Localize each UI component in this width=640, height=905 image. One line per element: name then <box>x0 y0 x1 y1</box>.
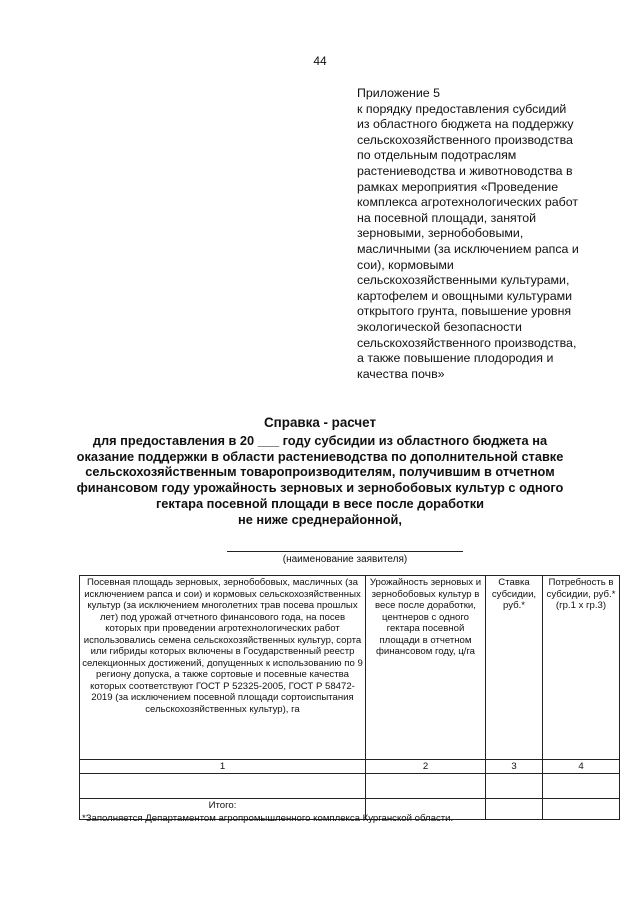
table-row <box>80 774 620 799</box>
appendix-title: Приложение 5 <box>357 86 441 100</box>
footnote: *Заполняется Департаментом агропромышленного комплекса Курганской области. <box>82 813 454 824</box>
header-sown-area: Посевная площадь зерновых, зернобобовых, масличных (за исключением рапса и сои) и кормовых сельскохозяйственных культур (за исключением многолетних трав посева прошлых лет) под урожай отчетного финансового года, на посев которых при проведении агротехнологических работ использовались семена сельскохозяйственных культур, сорта или гибриды которых включены в Государственный реестр селекционных достижений, допущенных к использованию по 9 региону допуска, а также сортовые и посевные качества которых соответствуют ГОСТ Р 52325-2005, ГОСТ Р 58472-2019 (за исключением посевной площади сортоиспытания сельскохозяйственных культур), га <box>80 576 366 760</box>
table-cell[interactable] <box>543 774 620 799</box>
total-label: Итого: <box>80 799 366 820</box>
column-number: 2 <box>366 760 486 774</box>
heading-subtitle: для предоставления в 20 ___ году субсидии из областного бюджета на оказание поддержки в области растениеводства по дополнительной ставке сельскохозяйственным товаропроизводителям, получившим в отчетном финансовом году урожайность зерновых и зернобобовых культур с одного гектара посевной площади в весе после доработки не ниже среднерайонной, <box>76 433 564 527</box>
column-number: 3 <box>486 760 543 774</box>
table-header-row <box>80 576 620 760</box>
applicant-caption: (наименование заявителя) <box>282 554 408 565</box>
heading-title: Справка - расчет <box>264 415 376 430</box>
total-cell[interactable] <box>543 799 620 820</box>
table-cell[interactable] <box>80 774 366 799</box>
appendix-body: к порядку предоставления субсидий из областного бюджета на поддержку сельскохозяйственного производства по отдельным подотраслям растениеводства и животноводства в рамках мероприятия «Проведение комплекса агротехнологических работ на посевной площади, занятой зерновыми, зернобобовыми, масличными (за исключением рапса и сои), кормовыми сельскохозяйственными культурами, картофелем и овощными культурами открытого грунта, повышение уровня экологической безопасности сельскохозяйственного производства, а также повышение плодородия и качества почв» <box>357 101 579 381</box>
table-cell[interactable] <box>486 774 543 799</box>
appendix-block <box>357 86 619 382</box>
header-yield: Урожайность зерновых и зернобобовых культур в весе после доработки, центнеров с одного гектара посевной площади в отчетном финансовом году, ц/га <box>366 576 486 760</box>
calculation-table <box>79 575 620 820</box>
table-cell[interactable] <box>366 774 486 799</box>
column-number: 4 <box>543 760 620 774</box>
page-number: 44 <box>313 54 327 68</box>
header-subsidy-rate: Ставка субсидии, руб.* <box>486 576 543 760</box>
document-heading <box>0 414 640 527</box>
header-subsidy-need: Потребность в субсидии, руб.* (гр.1 х гр.3) <box>543 576 620 760</box>
column-number: 1 <box>80 760 366 774</box>
total-cell[interactable] <box>486 799 543 820</box>
applicant-name-line[interactable] <box>227 551 463 552</box>
column-number-row <box>80 760 620 774</box>
